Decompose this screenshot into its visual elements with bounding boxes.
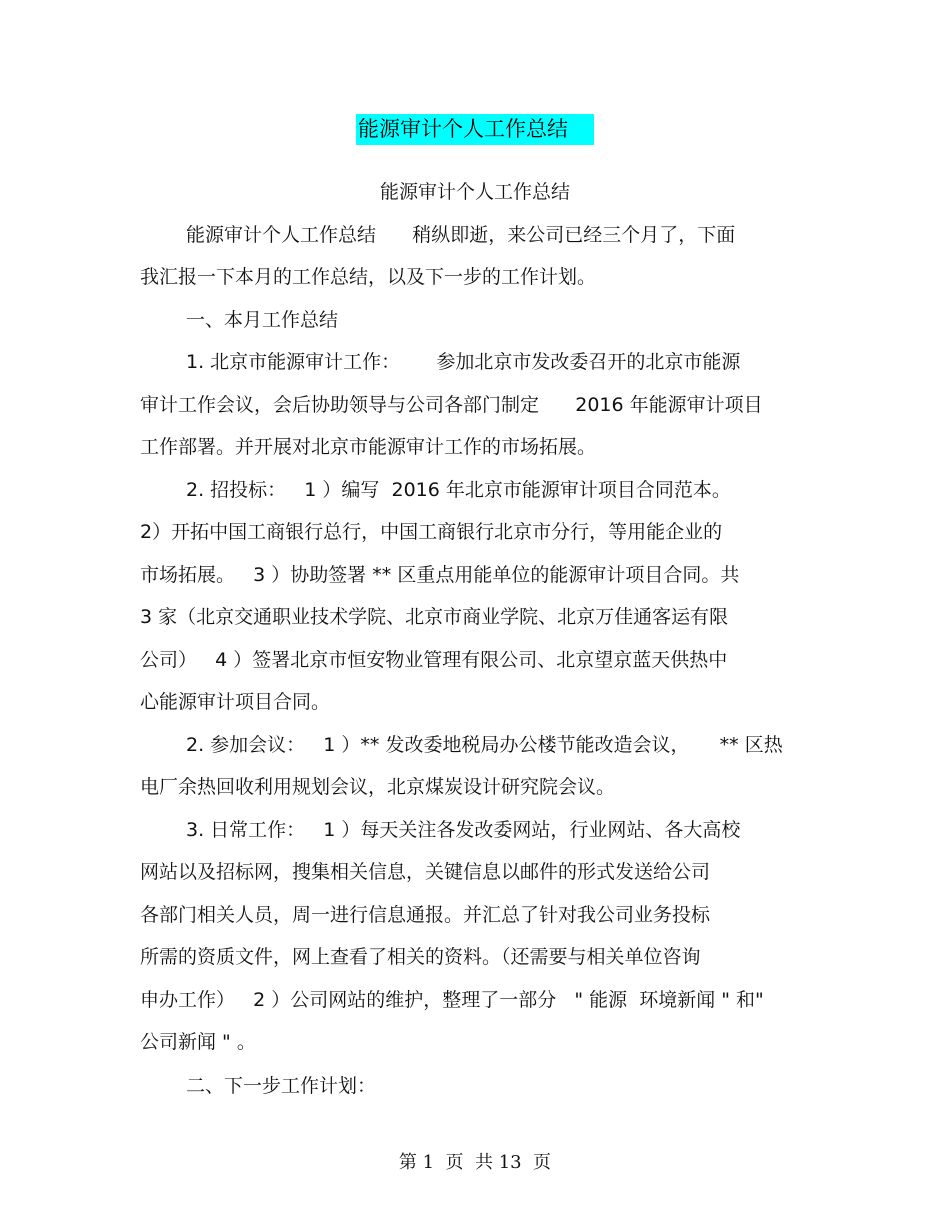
paragraph-line: 各部门相关人员，周一进行信息通报。并汇总了针对我公司业务投标 [140,904,711,926]
paragraph-line: 3 家（北京交通职业技术学院、北京市商业学院、北京万佳通客运有限 [140,606,729,628]
paragraph-line: 工作部署。并开展对北京市能源审计工作的市场拓展。 [140,436,597,458]
paragraph-line: 公司新闻 " 。 [140,1031,256,1053]
paragraph-line: 网站以及招标网，搜集相关信息，关键信息以邮件的形式发送给公司 [140,861,711,883]
title-container [0,114,950,145]
paragraph-line: 公司） 4 ）签署北京市恒安物业管理有限公司、北京望京蓝天供热中 [140,649,728,671]
section-heading: 一、本月工作总结 [186,309,339,331]
paragraph-line: 2）开拓中国工商银行总行，中国工商银行北京市分行，等用能企业的 [140,521,723,543]
section-heading: 二、下一步工作计划： [186,1075,377,1097]
paragraph-line: 心能源审计项目合同。 [140,691,331,713]
paragraph-line: 电厂余热回收利用规划会议，北京煤炭设计研究院会议。 [140,776,616,798]
paragraph-line: 审计工作会议，会后协助领导与公司各部门制定 2016 年能源审计项目 [140,394,763,416]
paragraph-line: 市场拓展。 3 ）协助签署 ** 区重点用能单位的能源审计项目合同。共 [140,564,740,586]
paragraph-line: 1. 北京市能源审计工作： 参加北京市发改委召开的北京市能源 [186,351,741,373]
paragraph-line: 2. 参加会议： 1 ）** 发改委地税局办公楼节能改造会议， ** 区热 [186,734,783,756]
paragraph-line: 我汇报一下本月的工作总结，以及下一步的工作计划。 [140,266,597,288]
paragraph-line: 3. 日常工作： 1 ）每天关注各发改委网站，行业网站、各大高校 [186,819,741,841]
page-number-footer: 第 1 页 共 13 页 [398,1152,552,1173]
paragraph-line: 2. 招投标： 1 ）编写 2016 年北京市能源审计项目合同范本。 [186,479,731,501]
paragraph-line: 能源审计个人工作总结 稍纵即逝，来公司已经三个月了，下面 [186,224,736,246]
highlighted-title: 能源审计个人工作总结 [356,114,594,145]
paragraph-line: 申办工作） 2 ）公司网站的维护，整理了一部分 " 能源 环境新闻 " 和" [140,989,764,1011]
paragraph-line: 所需的资质文件，网上查看了相关的资料。（还需要与相关单位咨询 [140,946,701,968]
subtitle: 能源审计个人工作总结 [379,181,570,203]
